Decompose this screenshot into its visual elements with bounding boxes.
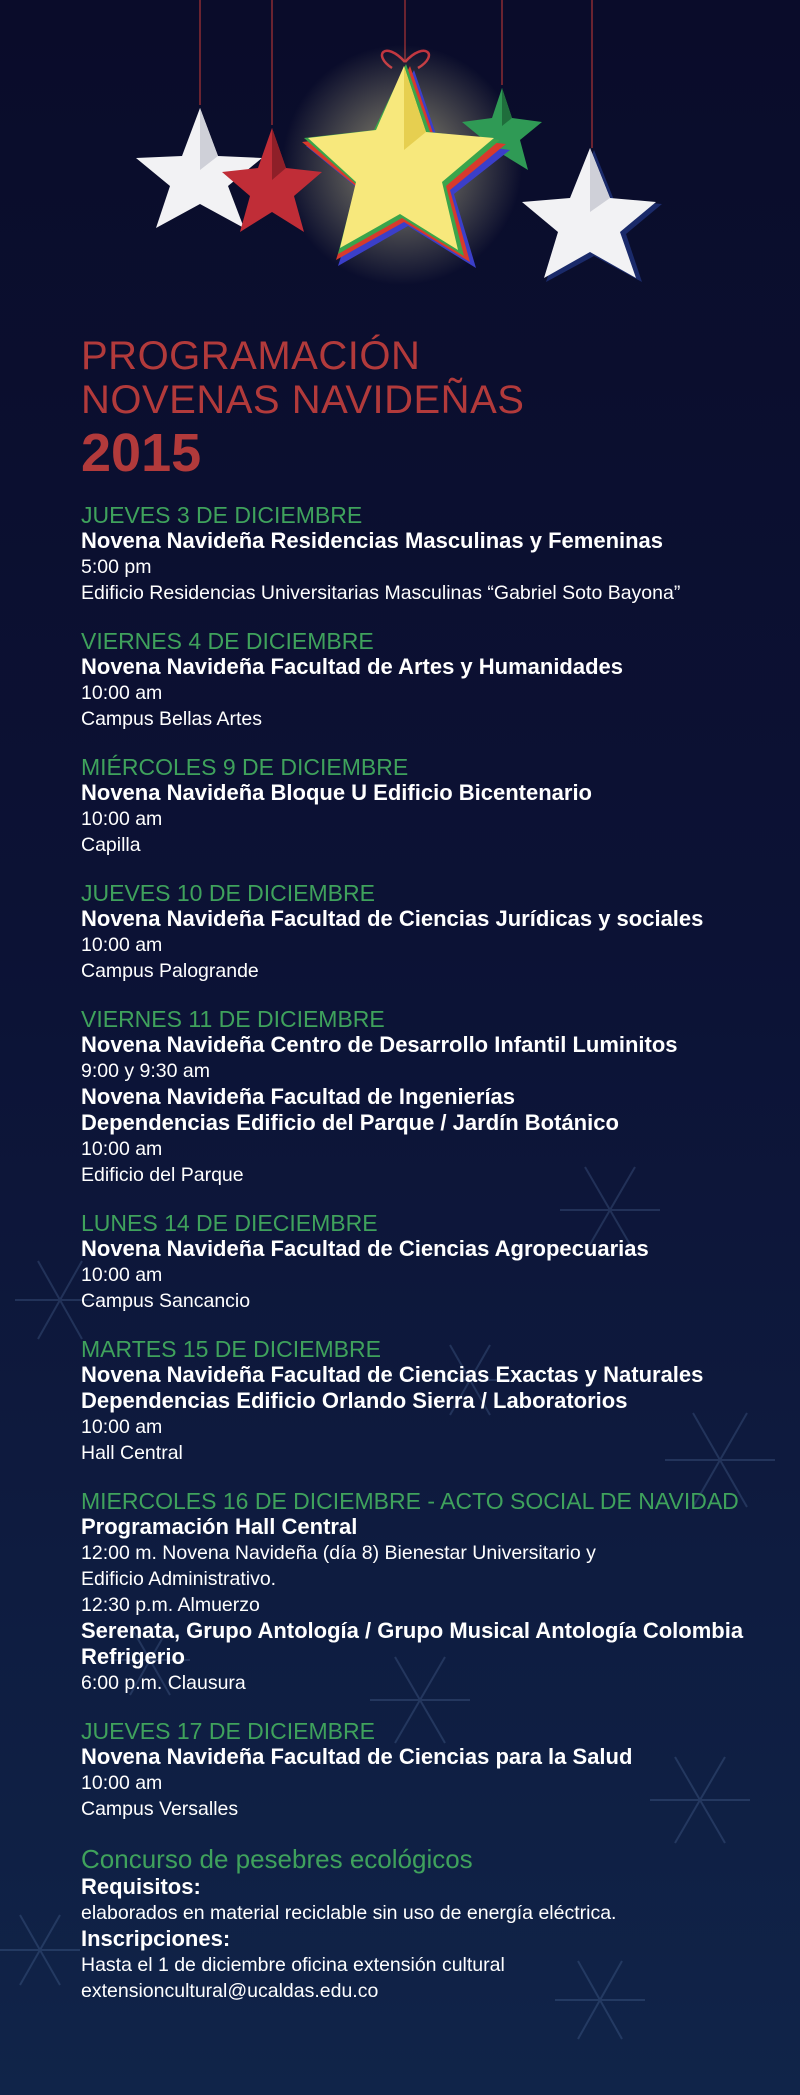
- event-detail: 10:00 am: [81, 934, 163, 956]
- event-day: LUNES 14 DE DIECIEMBRE: [81, 1210, 378, 1236]
- event-day: MARTES 15 DE DICIEMBRE: [81, 1336, 381, 1362]
- registration-label: Inscripciones:: [81, 1926, 231, 1951]
- event-detail: 9:00 y 9:30 am: [81, 1060, 210, 1082]
- event-block: [81, 880, 781, 984]
- event-title: Novena Navideña Facultad de Ciencias para la Salud: [81, 1744, 633, 1769]
- requirements-text: elaborados en material reciclable sin uso de energía eléctrica.: [81, 1902, 617, 1924]
- event-title: Novena Navideña Facultad de Ciencias Exactas y Naturales: [81, 1362, 704, 1387]
- event-title: Novena Navideña Facultad de Artes y Humanidades: [81, 654, 624, 679]
- requirements-label: Requisitos:: [81, 1874, 201, 1899]
- event-detail: 12:00 m. Novena Navideña (día 8) Bienestar Universitario y: [81, 1542, 596, 1564]
- event-day: JUEVES 17 DE DICIEMBRE: [81, 1718, 375, 1744]
- event-title: Novena Navideña Bloque U Edificio Bicentenario: [81, 780, 592, 805]
- event-detail: 10:00 am: [81, 1416, 163, 1438]
- event-title: Novena Navideña Facultad de Ciencias Agropecuarias: [81, 1236, 649, 1261]
- event-block: [81, 754, 781, 858]
- event-title: Refrigerio: [81, 1644, 185, 1669]
- event-detail: 6:00 p.m. Clausura: [81, 1672, 246, 1694]
- program-title: PROGRAMACIÓN: [81, 334, 421, 378]
- program-subtitle: NOVENAS NAVIDEÑAS: [81, 378, 525, 422]
- event-detail: Campus Sancancio: [81, 1290, 251, 1312]
- event-detail: Campus Bellas Artes: [81, 708, 262, 730]
- event-block: [81, 1718, 781, 1822]
- event-detail: Capilla: [81, 834, 141, 856]
- event-block: [81, 1336, 781, 1466]
- white-star-right-icon: [522, 148, 662, 282]
- hanging-stars-illustration: [0, 0, 800, 310]
- event-day: VIERNES 4 DE DICIEMBRE: [81, 628, 374, 654]
- contest-section: [81, 1844, 781, 2004]
- event-title: Novena Navideña Residencias Masculinas y Femeninas: [81, 528, 664, 553]
- event-detail: 10:00 am: [81, 1138, 163, 1160]
- event-day: MIÉRCOLES 9 DE DICIEMBRE: [81, 754, 409, 780]
- event-detail: Campus Palogrande: [81, 960, 259, 982]
- registration-text: Hasta el 1 de diciembre oficina extensión cultural: [81, 1954, 505, 1976]
- event-title: Novena Navideña Facultad de Ciencias Jurídicas y sociales: [81, 906, 704, 931]
- events-list: [81, 502, 781, 1822]
- contact-email[interactable]: extensioncultural@ucaldas.edu.co: [81, 1980, 379, 2002]
- contest-title: Concurso de pesebres ecológicos: [81, 1844, 473, 1874]
- event-day: VIERNES 11 DE DICIEMBRE: [81, 1006, 385, 1032]
- event-day: MIERCOLES 16 DE DICIEMBRE - ACTO SOCIAL DE NAVIDAD: [81, 1488, 739, 1514]
- event-title: Programación Hall Central: [81, 1514, 358, 1539]
- program-content: [81, 336, 781, 2004]
- event-detail: Edificio del Parque: [81, 1164, 244, 1186]
- event-day: JUEVES 10 DE DICIEMBRE: [81, 880, 375, 906]
- event-block: [81, 1006, 781, 1188]
- event-title: Novena Navideña Facultad de Ingenierías: [81, 1084, 516, 1109]
- event-detail: 10:00 am: [81, 1264, 163, 1286]
- event-detail: 12:30 p.m. Almuerzo: [81, 1594, 260, 1616]
- event-block: [81, 1488, 781, 1696]
- event-day: JUEVES 3 DE DICIEMBRE: [81, 502, 363, 528]
- event-detail: Edificio Administrativo.: [81, 1568, 277, 1590]
- event-detail: 10:00 am: [81, 1772, 163, 1794]
- event-detail: Edificio Residencias Universitarias Masculinas “Gabriel Soto Bayona”: [81, 582, 681, 604]
- event-block: [81, 502, 781, 606]
- event-title: Dependencias Edificio Orlando Sierra / Laboratorios: [81, 1388, 628, 1413]
- event-title: Novena Navideña Centro de Desarrollo Infantil Luminitos: [81, 1032, 678, 1057]
- event-detail: 10:00 am: [81, 808, 163, 830]
- event-detail: 5:00 pm: [81, 556, 152, 578]
- event-block: [81, 628, 781, 732]
- event-detail: 10:00 am: [81, 682, 163, 704]
- event-detail: Hall Central: [81, 1442, 183, 1464]
- snowflake-icon: [0, 1915, 80, 1985]
- event-detail: Campus Versalles: [81, 1798, 239, 1820]
- event-title: Serenata, Grupo Antología / Grupo Musical Antología Colombia: [81, 1618, 744, 1643]
- program-year: 2015: [81, 423, 202, 483]
- event-block: [81, 1210, 781, 1314]
- event-title: Dependencias Edificio del Parque / Jardín Botánico: [81, 1110, 619, 1135]
- white-star-left-icon: [136, 108, 262, 228]
